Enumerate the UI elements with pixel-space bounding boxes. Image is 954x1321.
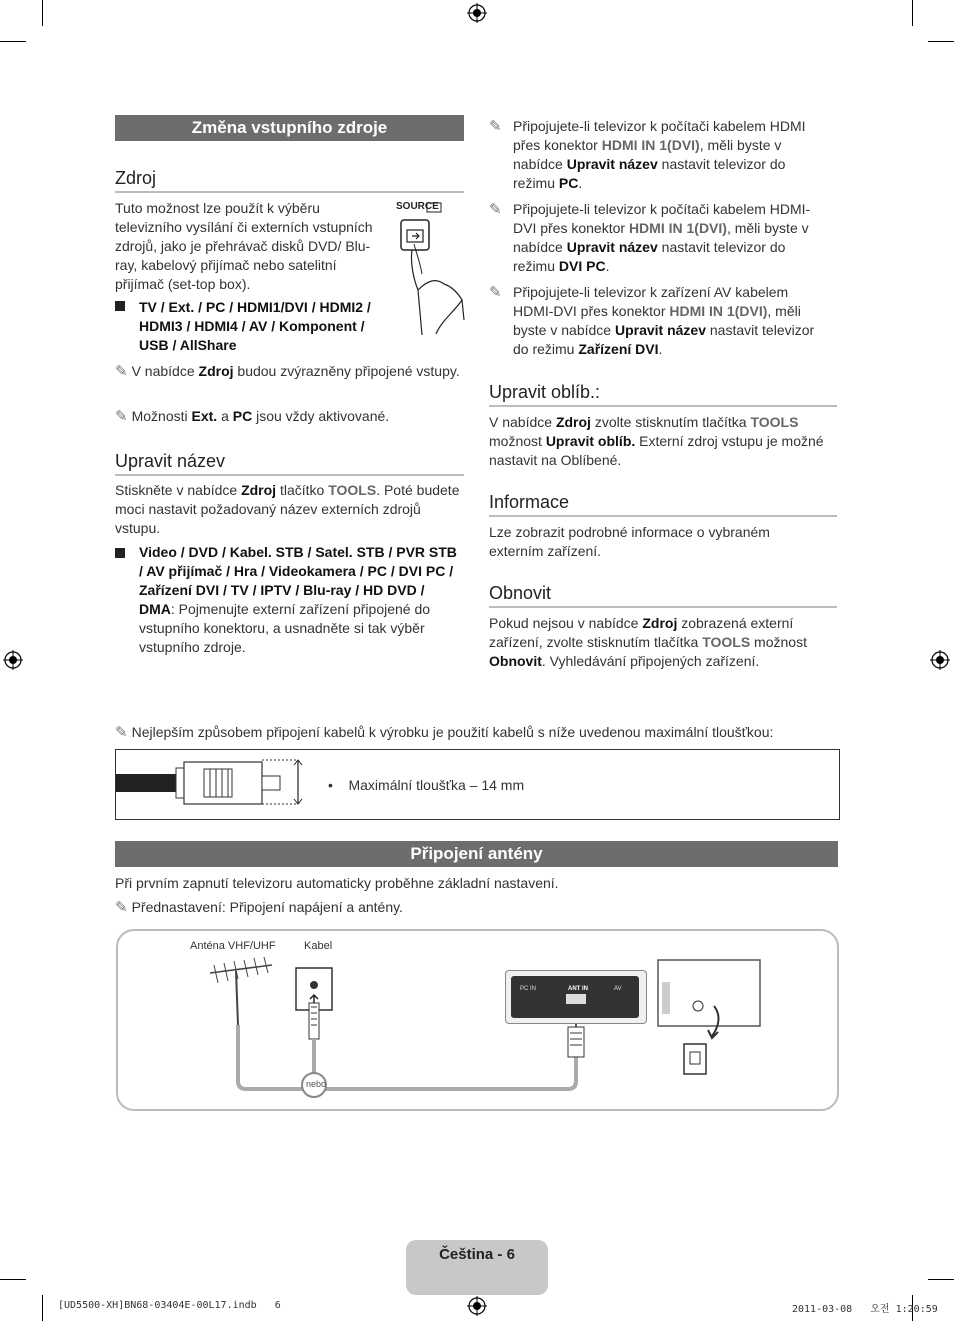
informace-paragraph: Lze zobrazit podrobné informace o vybraném externím zařízení. (489, 524, 770, 559)
section-bar-pripojeni: Připojení antény (115, 841, 838, 867)
zdroj-note-2: ✎ Možnosti Ext. a PC jsou vždy aktivované. (115, 408, 390, 425)
registration-mark-icon (467, 1296, 487, 1316)
obnovit-paragraph: Pokud nejsou v nabídce Zdroj zobrazená externí zařízení, zvolte stisknutím tlačítka TOOLS možnost Obnovit. Vyhledávání připojených zařízení. (489, 615, 807, 669)
bullet-icon (115, 548, 125, 558)
right-note-2: ✎ Připojujete-li televizor k počítači kabelem HDMI-DVI přes konektor HDMI IN 1(DVI), měli byste v nabídce Upravit název nastavit televizor do režimu DVI PC. (489, 201, 811, 274)
page-number-tab: Čeština - 6 (406, 1240, 548, 1295)
pencil-note-icon: ✎ (115, 363, 128, 380)
port-label-ant-in: ANT IN (568, 986, 588, 992)
pencil-note-icon: ✎ (115, 408, 128, 425)
crop-mark (912, 0, 913, 26)
oblib-paragraph: V nabídce Zdroj zvolte stisknutím tlačítka TOOLS možnost Upravit oblíb. Externí zdroj vstupu je možné nastavit na Oblíbené. (489, 414, 824, 468)
pencil-note-icon: ✎ (489, 284, 502, 301)
bullet-icon (115, 301, 125, 311)
antenna-note: ✎ Přednastavení: Připojení napájení a antény. (115, 899, 403, 916)
upravit-nazev-paragraph: Stiskněte v nabídce Zdroj tlačítko TOOLS. Poté budete moci nastavit požadovaný název externích zdrojů vstupu. (115, 482, 460, 536)
source-label: SOURCE (396, 201, 439, 212)
crop-mark (42, 0, 43, 26)
right-note-1: ✎ Připojujete-li televizor k počítači kabelem HDMI přes konektor HDMI IN 1(DVI), měli byste v nabídce Upravit název nastavit televizor do režimu PC. (489, 118, 806, 191)
section-bar-zmena: Změna vstupního zdroje (115, 115, 464, 141)
port-label-av: AV (614, 986, 622, 992)
crop-mark (928, 41, 954, 42)
label-nebo: nebo (306, 1079, 327, 1089)
heading-upravit-nazev: Upravit název (115, 451, 464, 476)
tv-back-panel (505, 970, 647, 1024)
label-antenna-vhf-uhf: Anténa VHF/UHF (190, 940, 276, 952)
cable-plug-icon (116, 758, 316, 806)
ant-in-port (566, 994, 586, 1004)
pencil-note-icon: ✎ (489, 201, 502, 218)
zdroj-list-item: TV / Ext. / PC / HDMI1/DVI / HDMI2 / HDMI3 / HDMI4 / AV / Komponent / USB / AllShare (115, 298, 390, 317)
crop-mark (928, 1279, 954, 1280)
pencil-note-icon: ✎ (115, 724, 128, 741)
heading-obnovit: Obnovit (489, 583, 837, 608)
zdroj-paragraph: Tuto možnost lze použít k výběru televizního vysílání či externích vstupních zdrojů, jako je přehrávač disků DVD/ Blu-ray, kabelový přijímač nebo satelitní přijímač (set-top box). (115, 200, 373, 292)
cable-bullet: • Maximální tloušťka – 14 mm (328, 777, 525, 793)
footer-date: 2011-03-08 오전 1:20:59 (792, 1304, 938, 1315)
hand-pressing-source-icon (392, 200, 468, 338)
registration-mark-icon (3, 650, 23, 670)
label-kabel: Kabel (304, 940, 333, 952)
registration-mark-icon (467, 3, 487, 23)
cable-thickness-box (115, 749, 840, 820)
footer-filename: [UD5500-XH]BN68-03404E-00L17.indb 6 (58, 1300, 281, 1311)
tv-rear-icon (656, 958, 766, 1080)
crop-mark (42, 1295, 43, 1321)
crop-mark (0, 1279, 26, 1280)
registration-mark-icon (930, 650, 950, 670)
port-label-pc-in: PC IN (520, 986, 537, 992)
heading-zdroj: Zdroj (115, 168, 464, 193)
zdroj-note-1: ✎ V nabídce Zdroj budou zvýrazněny připojené vstupy. (115, 363, 460, 380)
pencil-note-icon: ✎ (115, 899, 128, 916)
upravit-nazev-list-item: Video / DVD / Kabel. STB / Satel. STB / PVR STB / AV přijímač / Hra / Videokamera / PC / DVI PC / Zařízení DVI / TV / IPTV / Blu-ray / HD DVD / DMA: Pojmenujte externí zařízení připojené do vstupního konektoru, a usnadněte si tak výběr vstupního zdroje. (115, 543, 464, 657)
pencil-note-icon: ✎ (489, 118, 502, 135)
heading-informace: Informace (489, 492, 837, 517)
crop-mark (0, 41, 26, 42)
right-note-3: ✎ Připojujete-li televizor k zařízení AV kabelem HDMI-DVI přes konektor HDMI IN 1(DVI), měli byste v nabídce Upravit název nastavit televizor do režimu Zařízení DVI. (489, 284, 815, 357)
heading-upravit-oblib: Upravit oblíb.: (489, 382, 837, 407)
antenna-intro: Při prvním zapnutí televizoru automaticky proběhne základní nastavení. (115, 875, 559, 891)
cable-note: ✎ Nejlepším způsobem připojení kabelů k výrobku je použití kabelů s níže uvedenou maximální tloušťkou: (115, 724, 774, 741)
